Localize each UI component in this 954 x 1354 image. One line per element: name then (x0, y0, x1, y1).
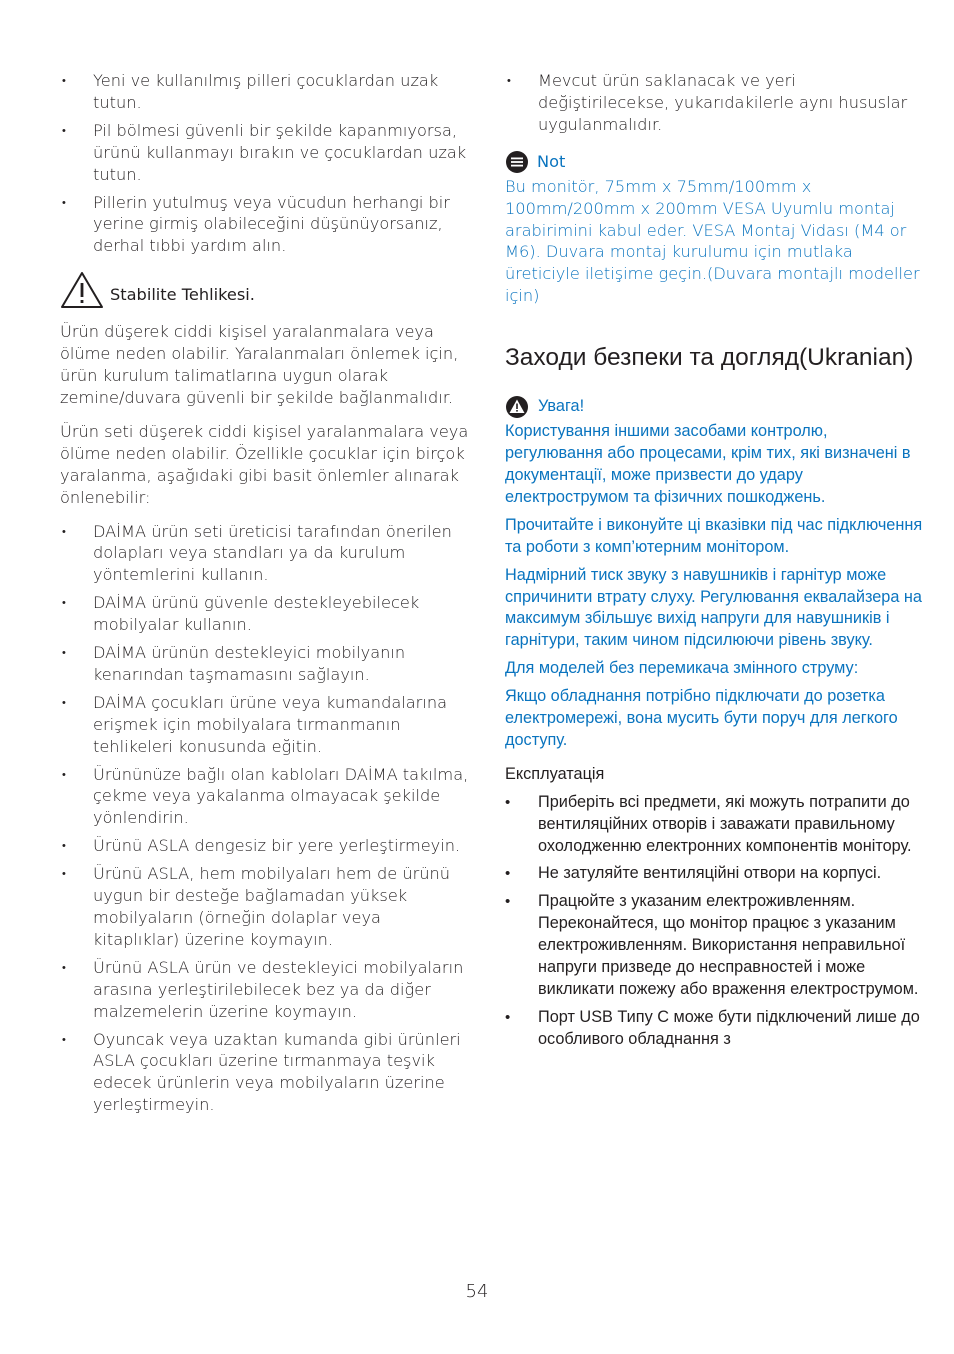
list-item: • Oyuncak veya uzaktan kumanda gibi ürünleri ASLA çocukları üzerine tırmanmaya teşvik edecek ürünlerin veya mobilyaların üzerine yerleştirmeyin. (62, 1029, 461, 1115)
list-item: • Mevcut ürün saklanacak ve yeri değiştirilecekse, yukarıdakilerle aynı hususlar uygulanmalıdır. (507, 71, 908, 134)
list-item-text: Pillerin yutulmuş veya vücudun herhangi bir yerine girmiş olabileceğini düşünüyorsanız, derhal tıbbi yardım alın. (93, 192, 450, 256)
note-label: Not (537, 151, 566, 171)
caution-icon (505, 395, 529, 419)
list-item-text: Приберіть всі предмети, які можуть потрапити до вентиляційних отворів і заважати правильному охолодженню електронних компонентів монітору. (538, 792, 912, 855)
list-item: • Yeni ve kullanılmış pilleri çocuklardan uzak tutun. (62, 71, 439, 112)
list-item-text: Oyuncak veya uzaktan kumanda gibi ürünleri ASLA çocukları üzerine tırmanmaya teşvik edecek ürünlerin veya mobilyaların üzerine yerleştirmeyin. (93, 1029, 461, 1115)
page-number: 54 (465, 1281, 489, 1302)
paragraph: Користування іншими засобами контролю, регулювання або процесами, крім тих, які визначені в документації, може призвести до удару електрострумом та фізичних пошкоджень. (505, 422, 911, 506)
list-item-text: Mevcut ürün saklanacak ve yeri değiştirilecekse, yukarıdakilerle aynı hususlar uygulanmalıdır. (538, 71, 908, 134)
note-header (505, 150, 925, 174)
operation-bullet-list (505, 792, 925, 1051)
stability-warning-header (60, 271, 470, 309)
list-item: • Порт USB Типу C може бути підключений лише до особливого обладнання з (505, 1007, 920, 1048)
list-item: • Не затуляйте вентиляційні отвори на корпусі. (505, 864, 882, 883)
list-item: • Pil bölmesi güvenli bir şekilde kapanmıyorsa, ürünü kullanmayı bırakın ve çocuklardan uzak tutun. (62, 120, 467, 184)
list-item-text: DAİMA ürünü güvenle destekleyebilecek mobilyalar kullanın. (93, 593, 420, 635)
note-text: Bu monitör, 75mm x 75mm/100mm x 100mm/200mm x 200mm VESA Uyumlu montaj arabirimini kabul eder. VESA Montaj Vidası (M4 or M6). Duvara montaj kurulumu için mutlaka üreticiyle iletişime geçin.(Duvara montajlı modeller için) (505, 176, 920, 306)
warning-label: Stabilite Tehlikesi. (110, 285, 255, 305)
left-column (60, 70, 470, 1122)
section-heading: Заходи безпеки та догляд(Ukranian) (505, 344, 914, 372)
caution-header (505, 395, 925, 419)
list-item-text: DAİMA ürünün destekleyici mobilyanın kenarından taşmamasını sağlayın. (93, 643, 406, 684)
list-item-text: Pil bölmesi güvenli bir şekilde kapanmıyorsa, ürünü kullanmayı bırakın ve çocuklardan uzak tutun. (93, 120, 467, 184)
paragraph: Надмірний тиск звуку з навушників і гарнітур може спричинити втрату слуху. Регулювання еквалайзера на максимум збільшує вихід напруги для навушників і гарнітури, таким чином підсилюючи рівень звуку. (505, 565, 922, 650)
list-item-text: Yeni ve kullanılmış pilleri çocuklardan uzak tutun. (93, 71, 439, 112)
list-item: • Ürünü ASLA dengesiz bir yere yerleştirmeyin. (62, 836, 461, 856)
list-item: • DAİMA ürünün destekleyici mobilyanın kenarından taşmamasını sağlayın. (62, 643, 406, 684)
subheading: Експлуатація (505, 764, 605, 783)
list-item-text: DAİMA çocukları ürüne veya kumandalarına erişmek için mobilyalara tırmanmanın tehlikeleri konusunda eğitin. (93, 692, 448, 756)
storage-bullet-list (505, 70, 925, 136)
list-item: • DAİMA ürünü güvenle destekleyebilecek mobilyalar kullanın. (62, 593, 420, 635)
list-item-text: Ürünü ASLA dengesiz bir yere yerleştirmeyin. (93, 836, 461, 856)
stability-bullet-list (60, 521, 470, 1117)
list-item-text: Працюйте з указаним електроживленням. Переконайтеся, що монітор працює з указаним електроживленням. Використання неправильної напруги призведе до несправностей і може викликати пожежу або враження електрострумом. (538, 892, 919, 998)
list-item: • DAİMA ürün seti üreticisi tarafından önerilen dolapları veya standları ya da kurulum yöntemlerini kullanın. (62, 521, 452, 585)
paragraph: Ürün seti düşerek ciddi kişisel yaralanmalara veya ölüme neden olabilir. Özellikle çocuklar için birçok yaralanma, aşağıdaki gibi basit önlemler alınarak önlenebilir: (60, 421, 469, 507)
list-item: • Ürünü ASLA, hem mobilyaları hem de ürünü uygun bir desteğe bağlamadan yüksek mobilyaların (örneğin dolaplar veya kitaplıklar) üzerine koymayın. (62, 864, 451, 949)
list-item-text: Не затуляйте вентиляційні отвори на корпусі. (538, 864, 882, 883)
list-item: • Працюйте з указаним електроживленням. Переконайтеся, що монітор працює з указаним електроживленням. Використання неправильної напруги призведе до несправностей і може викликати пожежу або враження електрострумом. (505, 892, 919, 998)
right-column (505, 70, 925, 1057)
list-item-text: Ürünü ASLA, hem mobilyaları hem de ürünü uygun bir desteğe bağlamadan yüksek mobilyaların (örneğin dolaplar veya kitaplıklar) üzerine koymayın. (93, 864, 451, 949)
paragraph: Прочитайте і виконуйте ці вказівки під час підключення та роботи з комп’ютерним монітором. (505, 515, 923, 556)
list-item: • Pillerin yutulmuş veya vücudun herhangi bir yerine girmiş olabileceğini düşünüyorsanız, derhal tıbbi yardım alın. (62, 192, 450, 256)
list-item-text: DAİMA ürün seti üreticisi tarafından önerilen dolapları veya standları ya da kurulum yöntemlerini kullanın. (93, 521, 452, 585)
list-item: • DAİMA çocukları ürüne veya kumandalarına erişmek için mobilyalara tırmanmanın tehlikeleri konusunda eğitin. (62, 692, 448, 756)
paragraph: Ürün düşerek ciddi kişisel yaralanmalara veya ölüme neden olabilir. Yaralanmaları önlemek için, ürün kurulum talimatlarına uygun olarak zemine/duvara güvenli bir şekilde bağlanmalıdır. (60, 322, 459, 407)
caution-label: Увага! (538, 397, 585, 416)
list-item-text: Ürünü ASLA ürün ve destekleyici mobilyaların arasına yerleştirilebilecek bez ya da diğer malzemelerin üzerine koymayın. (93, 957, 464, 1021)
warning-triangle-icon (60, 271, 104, 309)
list-item: • Ürününüze bağlı olan kabloları DAİMA takılma, çekme veya yakalanma olmayacak şekilde yönlendirin. (62, 764, 469, 828)
list-item-text: Порт USB Типу C може бути підключений лише до особливого обладнання з (538, 1007, 920, 1048)
list-item: • Приберіть всі предмети, які можуть потрапити до вентиляційних отворів і заважати правильному охолодженню електронних компонентів монітору. (505, 792, 912, 855)
note-icon (505, 150, 529, 174)
list-item-text: Ürününüze bağlı olan kabloları DAİMA takılma, çekme veya yakalanma olmayacak şekilde yönlendirin. (93, 764, 469, 828)
battery-bullet-list (60, 70, 470, 257)
list-item: • Ürünü ASLA ürün ve destekleyici mobilyaların arasına yerleştirilebilecek bez ya da diğer malzemelerin üzerine koymayın. (62, 957, 464, 1021)
paragraph: Для моделей без перемикача змінного струму: (505, 659, 859, 678)
paragraph: Якщо обладнання потрібно підключати до розетка електромережі, вона мусить бути поруч для легкого доступу. (505, 687, 898, 749)
